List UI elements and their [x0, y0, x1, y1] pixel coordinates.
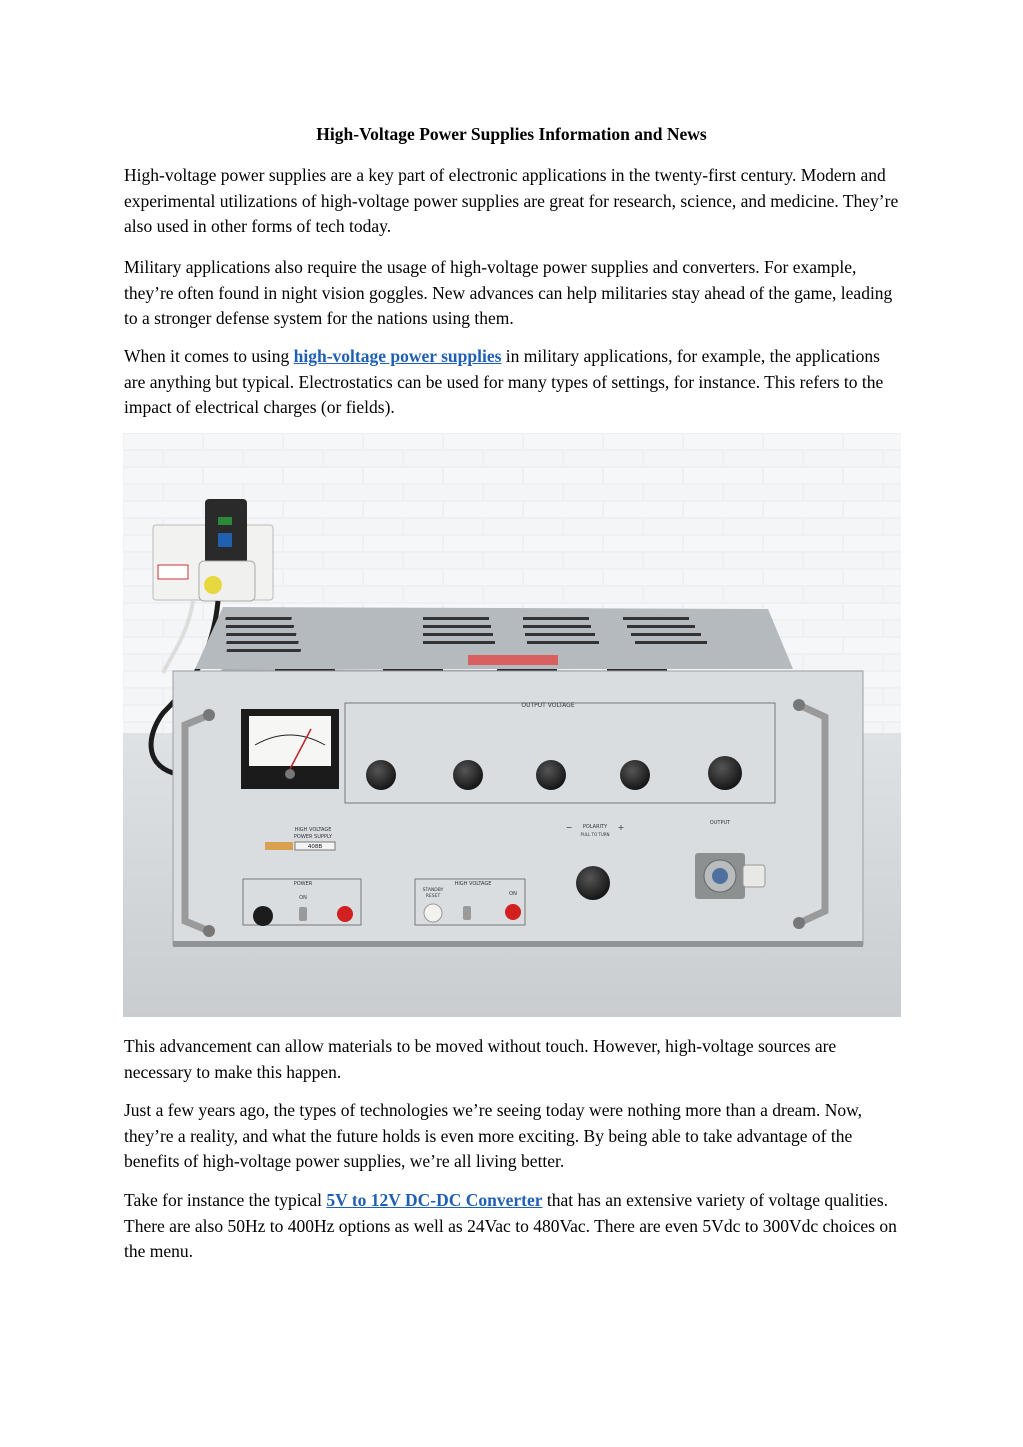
- paragraph-converter: [124, 1188, 904, 1265]
- polarity-minus: −: [565, 823, 573, 832]
- power-label: POWER: [293, 881, 313, 887]
- paragraph-electrostatics: [124, 344, 904, 421]
- paragraph-intro: High-voltage power supplies are a key part of electronic applications in the twenty-first century. Modern and experimental utilizations of high-voltage power supplies are great for research, science, and medicine. They’re also used in other forms of tech today.: [124, 165, 899, 237]
- dc-dc-converter-link[interactable]: 5V to 12V DC-DC Converter: [326, 1190, 543, 1210]
- model-number: 408B: [307, 844, 323, 850]
- high-voltage-power-supplies-link[interactable]: high-voltage power supplies: [293, 346, 502, 366]
- power-supply-photo: [123, 433, 901, 1017]
- high-voltage-on-label: ON: [509, 891, 517, 897]
- standby-label: STANDBY: [422, 888, 444, 893]
- pull-to-turn-label: PULL TO TURN: [580, 832, 610, 837]
- polarity-label: POLARITY: [582, 824, 608, 830]
- paragraph-future: Just a few years ago, the types of technologies we’re seeing today were nothing more than a dream. Now, they’re a reality, and what the future holds is even more exciting. By being able to take advantage of the benefits of high-voltage power supplies, we’re all living better.: [124, 1100, 862, 1172]
- paragraph-text: in military applications, for example, the applications are anything but typical. Electrostatics can be used for many types of settings, for instance. This refers to the impact of electrical charges (or fields).: [124, 346, 884, 418]
- paragraph-text: When it comes to using: [124, 346, 294, 366]
- paragraph-military: Military applications also require the usage of high-voltage power supplies and converters. For example, they’re often found in night vision goggles. New advances can help militaries stay ahead of the game, leading to a stronger defense system for the nations using them.: [124, 257, 893, 329]
- model-label-line2: POWER SUPPLY: [293, 834, 333, 840]
- paragraph-text: that has an extensive variety of voltage qualities. There are also 50Hz to 400Hz options as well as 24Vac to 480Vac. There are even 5Vdc to 300Vdc choices on the menu.: [124, 1190, 897, 1262]
- paragraph-advancement: This advancement can allow materials to be moved without touch. However, high-voltage sources are necessary to make this happen.: [124, 1036, 837, 1082]
- output-label: OUTPUT: [709, 820, 731, 826]
- output-voltage-label: OUTPUT VOLTAGE: [521, 702, 575, 709]
- power-supply-unit: [173, 607, 863, 947]
- high-voltage-label: HIGH VOLTAGE: [454, 881, 492, 887]
- page-title: High-Voltage Power Supplies Information and News: [316, 124, 707, 144]
- paragraph-text: Take for instance the typical: [124, 1190, 327, 1210]
- reset-label: RESET: [425, 894, 441, 899]
- model-label-line1: HIGH VOLTAGE: [294, 827, 332, 833]
- power-on-label: ON: [299, 895, 307, 901]
- polarity-plus: +: [617, 823, 625, 832]
